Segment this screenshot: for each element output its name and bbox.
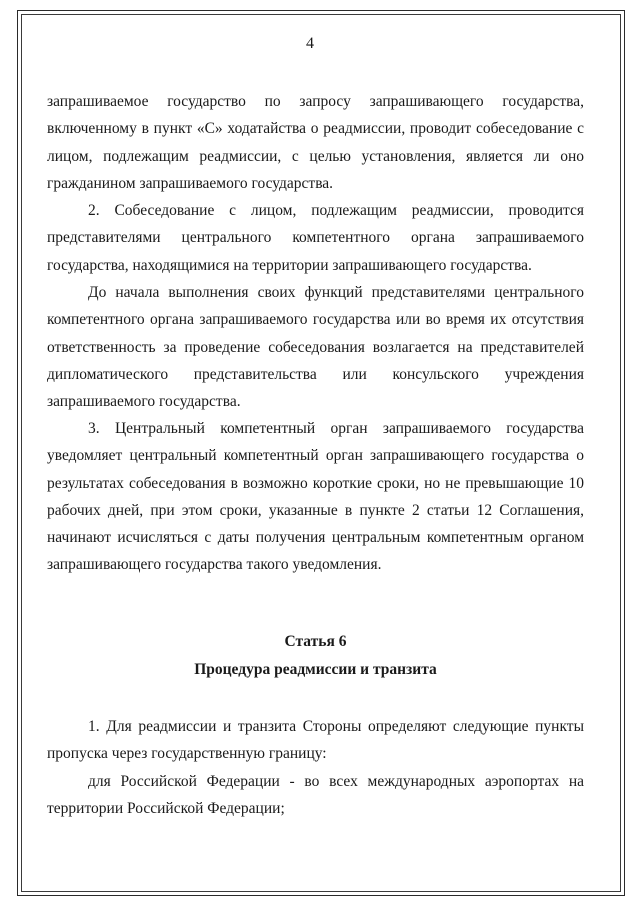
article-number: Статья 6 [284, 633, 347, 650]
paragraph-interview-conduct: 2. Собеседование с лицом, подлежащим реадмиссии, проводится представителями центрального компетентного органа запрашиваемого государства, находящимися на территории запрашивающего государства. [47, 202, 584, 274]
paragraph-interview-notification: 3. Центральный компетентный орган запрашиваемого государства уведомляет центральный компетентный орган запрашивающего государства о результатах собеседования в возможно короткие сроки, но не превышающие 10 рабочих дней, при этом сроки, указанные в пункте 2 статьи 12 Соглашения, начинают исчисляться с даты получения центральным компетентным органом запрашивающего государства такого уведомления. [47, 420, 584, 574]
paragraph-border-crossing-points: 1. Для реадмиссии и транзита Стороны определяют следующие пункты пропуска через государственную границу: [47, 718, 584, 763]
page-number: 4 [306, 35, 314, 52]
paragraph-interview-responsibility: До начала выполнения своих функций представителями центрального компетентного органа запрашиваемого государства или во время их отсутствия ответственность за проведение собеседования возлагается на представителей дипломатического представительства или консульского учреждения запрашиваемого государства. [47, 284, 584, 411]
article-title: Процедура реадмиссии и транзита [194, 661, 437, 678]
paragraph-russian-federation-airports: для Российской Федерации - во всех международных аэропортах на территории Российской Федерации; [47, 773, 584, 818]
paragraph-interview-purpose: запрашиваемое государство по запросу запрашивающего государства, включенному в пункт «С» ходатайства о реадмиссии, проводит собеседование с лицом, подлежащим реадмиссии, с целью установления, является ли оно гражданином запрашиваемого государства. [47, 93, 584, 192]
